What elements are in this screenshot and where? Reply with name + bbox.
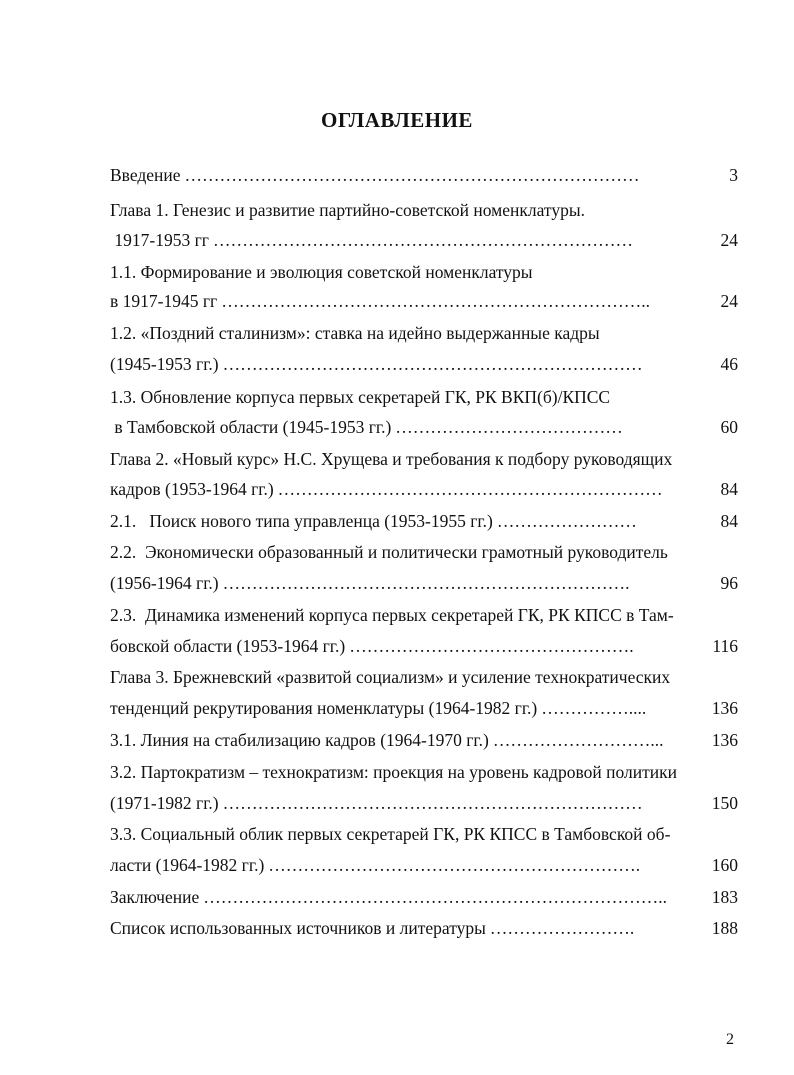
toc-line: [110, 199, 738, 221]
toc-entry-title: (1956-1964 гг.): [110, 573, 219, 593]
toc-leader-dots: …………………………………………………………: [277, 479, 663, 499]
toc-page-number: 136: [711, 698, 738, 718]
toc-page-number: 183: [711, 887, 738, 907]
toc-line: [110, 416, 738, 438]
toc-entry-title: ласти (1964-1982 гг.): [110, 855, 265, 875]
toc-leader-dots: …………………………………: [395, 417, 623, 437]
toc-entry-title: Список использованных источников и литературы: [110, 918, 486, 938]
toc-entry-title: (1945-1953 гг.): [110, 354, 219, 374]
toc-leader-dots: …………………….: [489, 918, 635, 938]
toc-line: [110, 854, 738, 876]
toc-leader-dots: ……………....: [541, 698, 647, 718]
toc-entry-title: Введение: [110, 165, 181, 185]
toc-entry-title: в Тамбовской области (1945-1953 гг.): [110, 417, 392, 437]
toc-line: [110, 541, 738, 563]
toc-entry-title: кадров (1953-1964 гг.): [110, 479, 274, 499]
toc-entry-title: 2.3. Динамика изменений корпуса первых секретарей ГК, РК КПСС в Там-: [110, 605, 674, 625]
toc-page-number: 24: [720, 291, 738, 311]
toc-page-number: 60: [720, 417, 738, 437]
toc-line: [110, 917, 738, 939]
toc-leader-dots: ………………………………………………………………..: [221, 291, 650, 311]
toc-line: [110, 322, 738, 344]
toc-line: [110, 572, 738, 594]
toc-page-number: 136: [711, 730, 738, 750]
toc-page-number: 96: [720, 573, 738, 593]
toc-line: [110, 164, 738, 186]
toc-line: [110, 229, 738, 251]
toc-line: [110, 635, 738, 657]
toc-line: [110, 604, 738, 626]
toc-page-number: 84: [720, 479, 738, 499]
toc-entry-title: бовской области (1953-1964 гг.): [110, 636, 346, 656]
toc-page-number: 84: [720, 511, 738, 531]
toc-leader-dots: ………………………………………………………………: [222, 793, 643, 813]
toc-leader-dots: ……………………………………………………….: [268, 855, 641, 875]
page-number: 2: [726, 1031, 734, 1048]
toc-entry-title: 1.1. Формирование и эволюция советской номенклатуры: [110, 262, 533, 282]
toc-page-number: 188: [711, 918, 738, 938]
page-title: ОГЛАВЛЕНИЕ: [321, 108, 473, 132]
toc-line: [110, 886, 738, 908]
toc-line: [110, 386, 738, 408]
toc-entry-title: 2.2. Экономически образованный и политически грамотный руководитель: [110, 542, 668, 562]
toc-leader-dots: …………………………………………………………….: [222, 573, 630, 593]
toc-line: [110, 510, 738, 532]
toc-page-number: 3: [729, 165, 738, 185]
toc-leader-dots: ………………………………………….: [349, 636, 634, 656]
toc-entry-title: (1971-1982 гг.): [110, 793, 219, 813]
toc-line: [110, 448, 738, 470]
toc-line: [110, 261, 738, 283]
toc-line: [110, 290, 738, 312]
toc-leader-dots: ………………………...: [492, 730, 664, 750]
toc-entry-title: Глава 1. Генезис и развитие партийно-советской номенклатуры.: [110, 200, 585, 220]
toc-line: [110, 353, 738, 375]
toc-leader-dots: ……………………………………………………………………: [184, 165, 640, 185]
toc-entry-title: 3.2. Партократизм – технократизм: проекция на уровень кадровой политики: [110, 762, 677, 782]
toc-entry-title: Глава 3. Брежневский «развитой социализм» и усиление технократических: [110, 667, 671, 687]
toc-page-number: 160: [711, 855, 738, 875]
toc-leader-dots: ………………………………………………………………: [222, 354, 643, 374]
toc-line: [110, 792, 738, 814]
toc-line: [110, 697, 738, 719]
toc-entry-title: 1.2. «Поздний сталинизм»: ставка на идейно выдержанные кадры: [110, 323, 600, 343]
toc-line: [110, 729, 738, 751]
toc-line: [110, 761, 738, 783]
toc-entry-title: тенденций рекрутирования номенклатуры (1964-1982 гг.): [110, 698, 538, 718]
toc-line: [110, 823, 738, 845]
toc-leader-dots: ……………………………………………………………………..: [203, 887, 667, 907]
toc-line: [110, 666, 738, 688]
toc-entry-title: Заключение: [110, 887, 200, 907]
toc-page-number: 46: [720, 354, 738, 374]
toc-entry-title: 1.3. Обновление корпуса первых секретарей ГК, РК ВКП(б)/КПСС: [110, 387, 611, 407]
toc-page-number: 150: [711, 793, 738, 813]
toc-entry-title: Глава 2. «Новый курс» Н.С. Хрущева и требования к подбору руководящих: [110, 449, 673, 469]
toc-entry-title: 3.3. Социальный облик первых секретарей ГК, РК КПСС в Тамбовской об-: [110, 824, 671, 844]
toc-line: [110, 478, 738, 500]
toc-page-number: 116: [712, 636, 738, 656]
toc-page-number: 24: [720, 230, 738, 250]
toc-leader-dots: ……………………: [496, 511, 637, 531]
toc-entry-title: 3.1. Линия на стабилизацию кадров (1964-1970 гг.): [110, 730, 489, 750]
toc-entry-title: в 1917-1945 гг: [110, 291, 218, 311]
toc-leader-dots: ………………………………………………………………: [212, 230, 633, 250]
toc-entry-title: 1917-1953 гг: [110, 230, 209, 250]
toc-entry-title: 2.1. Поиск нового типа управленца (1953-1955 гг.): [110, 511, 493, 531]
